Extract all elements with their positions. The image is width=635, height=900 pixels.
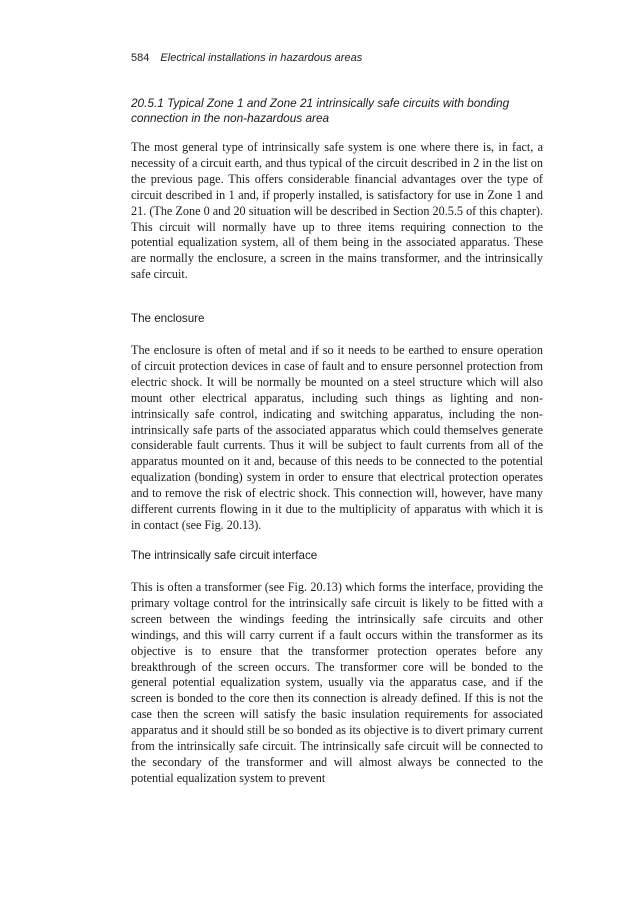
subheading-enclosure: The enclosure <box>131 312 205 325</box>
page-number: 584 <box>131 52 150 64</box>
book-title: Electrical installations in hazardous areas <box>160 52 363 64</box>
subheading-interface: The intrinsically safe circuit interface <box>131 549 318 562</box>
paragraph-interface: This is often a transformer (see Fig. 20.13) which forms the interface, providing the primary voltage control for the intrinsically safe circuit is likely to be fitted with a screen between the windings feeding the intrinsically safe circuits and other windings, and this will carry current if a fault occurs within the transformer as its objective is to ensure that the transformer protection operates before any breakthrough of the screen occurs. The transformer core will be bonded to the general potential equalization system, usually via the apparatus case, and if the screen is bonded to the core then its connection is already defined. If this is not the case then the screen will satisfy the basic insulation requirements for associated apparatus and it should still be so bonded as its objective is to divert primary current from the intrinsically safe circuit. The intrinsically safe circuit will be connected to the secondary of the transformer and will almost always be connected to the potential equalization system to prevent <box>131 580 543 785</box>
section-title: 20.5.1 Typical Zone 1 and Zone 21 intrinsically safe circuits with bonding connection in the non-hazardous area <box>131 96 510 125</box>
paragraph-intro: The most general type of intrinsically safe system is one where there is, in fact, a necessity of a circuit earth, and thus typical of the circuit described in 2 in the list on the previous page. This offers considerable financial advantages over the type of circuit described in 1 and, if properly installed, is satisfactory for use in Zone 1 and 21. (The Zone 0 and 20 situation will be described in Section 20.5.5 of this chapter). This circuit will normally have up to three items requiring connection to the potential equalization system, all of them being in the associated apparatus. These are normally the enclosure, a screen in the mains transformer, and the intrinsically safe circuit. <box>131 140 543 282</box>
paragraph-enclosure: The enclosure is often of metal and if so it needs to be earthed to ensure operation of circuit protection devices in case of fault and to ensure personnel protection from electric shock. It will be normally be mounted on a steel structure which will also mount other electrical apparatus, including such things as lighting and non-intrinsically safe control, indicating and switching apparatus, including the non-intrinsically safe parts of the associated apparatus which could themselves generate considerable fault currents. Thus it will be subject to fault currents from all of the apparatus mounted on it and, because of this needs to be connected to the potential equalization (bonding) system in order to ensure that electrical protection operates and to remove the risk of electric shock. This connection will, however, have many different currents flowing in it due to the multiplicity of apparatus with which it is in contact (see Fig. 20.13). <box>131 343 543 532</box>
running-header <box>131 52 362 64</box>
